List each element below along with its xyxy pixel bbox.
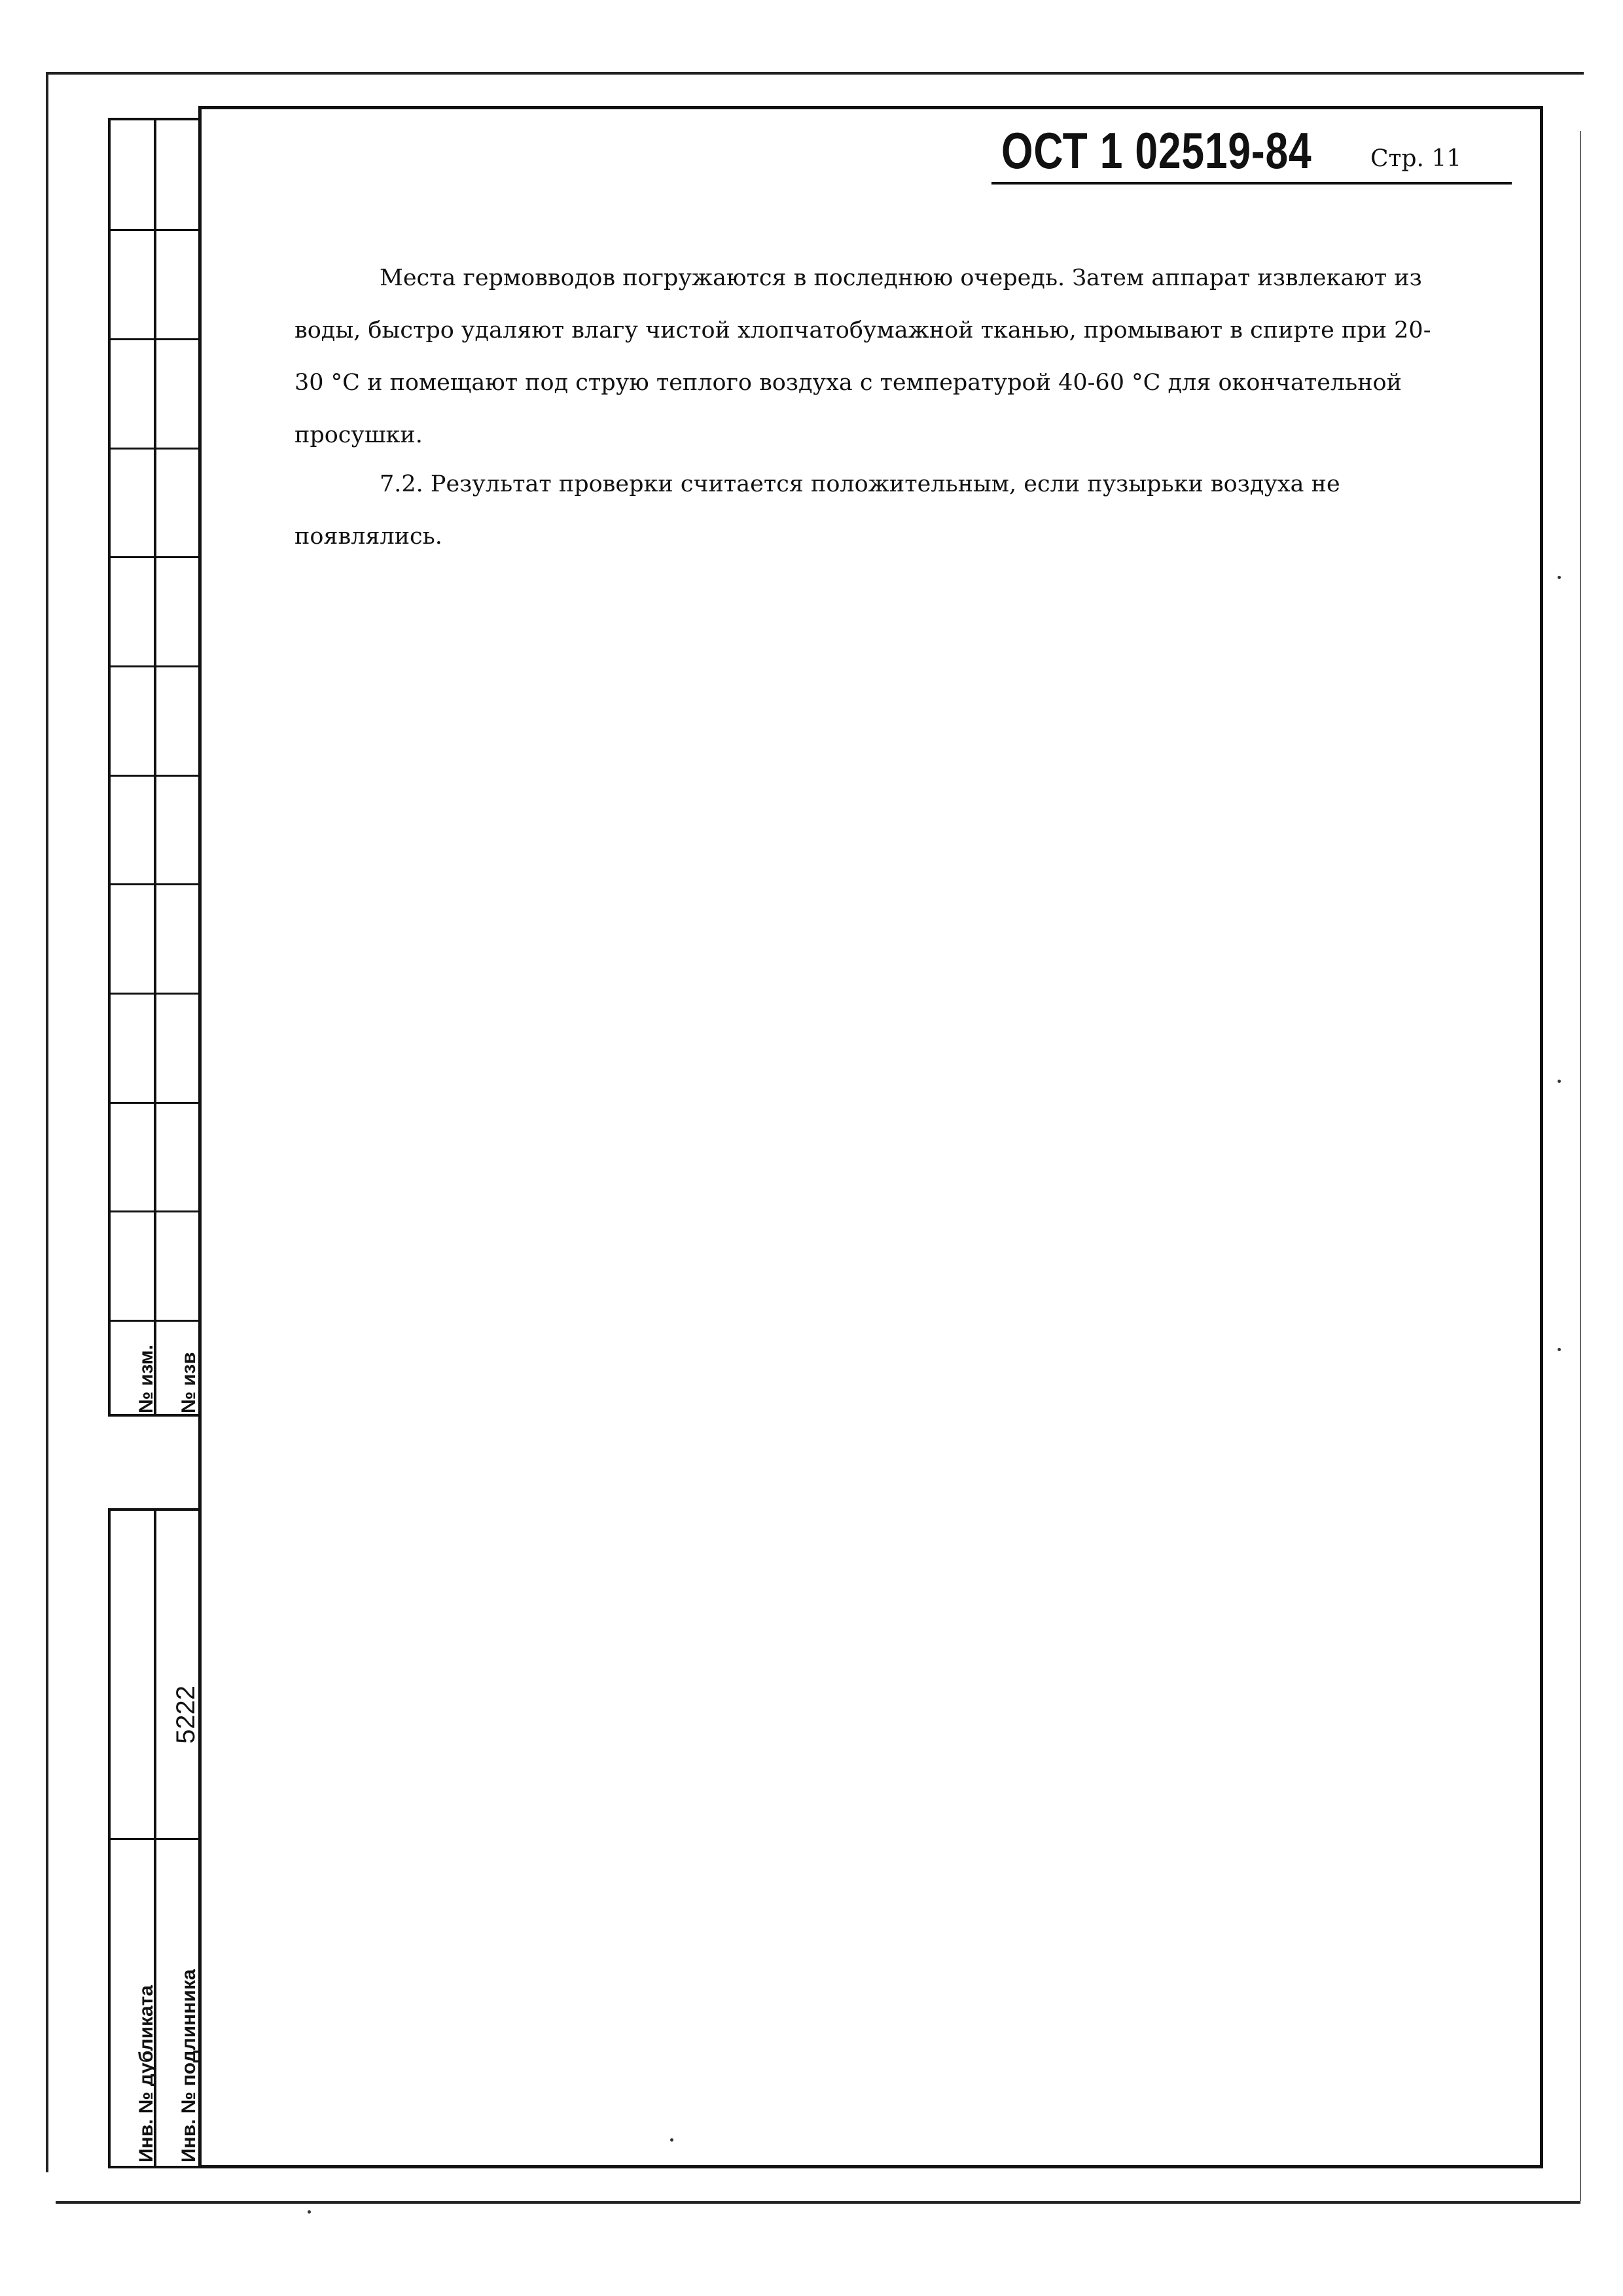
original-inventory-number: 5222: [171, 1686, 200, 1744]
scan-right-edge: [1580, 131, 1581, 2201]
paragraph-sealing-procedure: Места гермовводов погружаются в последнюю очередь. Затем аппарат извлекают из воды, быстро удаляют влагу чистой хлопчатобумажной тканью, промывают в спирте при 20-30 °С и помещают под струю теплого воздуха с температурой 40-60 °С для окончательной просушки.: [294, 265, 1431, 448]
scan-speck: [1558, 1080, 1561, 1083]
scan-speck: [670, 2138, 673, 2142]
header-underline: [991, 182, 1512, 185]
original-inventory-label: Инв. № подлинника: [178, 1969, 200, 2163]
scan-speck: [1558, 1348, 1561, 1351]
scan-bottom-edge: [56, 2201, 1580, 2204]
paragraph-check-result: 7.2. Результат проверки считается положительным, если пузырьки воздуха не появлялись.: [294, 471, 1340, 550]
change-log-strip: [108, 118, 202, 1417]
document-code: ОСТ 1 02519-84: [1001, 122, 1312, 179]
scan-speck: [308, 2210, 311, 2214]
change-number-label: № изм.: [135, 1345, 157, 1413]
duplicate-inventory-label: Инв. № дубликата: [135, 1985, 157, 2163]
notice-number-label: № изв: [178, 1352, 200, 1413]
page-number: Стр. 11: [1370, 145, 1462, 172]
scan-speck: [1558, 576, 1561, 579]
